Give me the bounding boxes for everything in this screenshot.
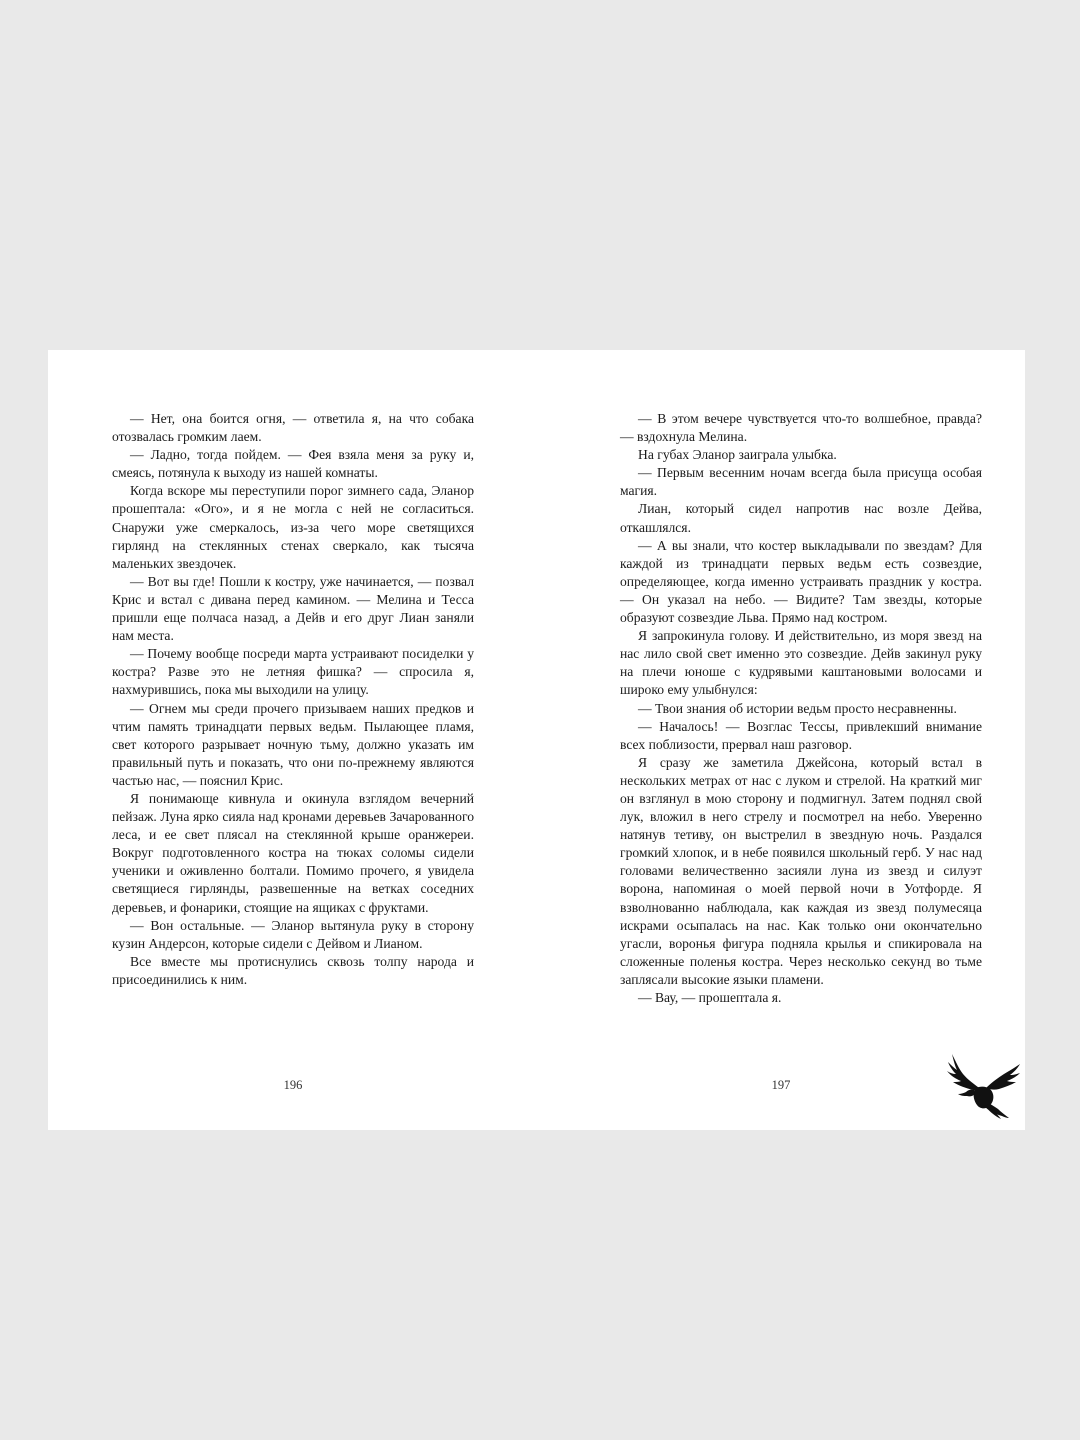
paragraph: — В этом вечере чувствуется что-то волшебное, правда? — вздохнула Мелина.	[620, 411, 982, 445]
paragraph: — Почему вообще посреди марта устраивают посиделки у костра? Разве это не летняя фишка? — спросила я, нахмурившись, пока мы выходили на улицу.	[112, 646, 474, 698]
paragraph: — Ладно, тогда пойдем. — Фея взяла меня за руку и, смеясь, потянула к выходу из нашей комнаты.	[112, 447, 474, 481]
paragraph: — А вы знали, что костер выкладывали по звездам? Для каждой из тринадцати первых ведьм есть созвездие, определяющее, когда именно устраивать праздник у костра. — Он указал на небо. — Видите? Там звезды, которые образуют созвездие Льва. Прямо над костром.	[620, 537, 982, 626]
paragraph: Я понимающе кивнула и окинула взглядом вечерний пейзаж. Луна ярко сияла над кронами деревьев Зачарованного леса, и ее свет плясал на стеклянной крыше оранжереи. Вокруг подготовленного костра на тюках соломы сидели ученики и оживленно болтали. Помимо прочего, я увидела светящиеся гирлянды, развешенные на ветках соседних деревьев, и фонарики, стоящие на ящиках с фруктами.	[112, 790, 474, 915]
paragraph: — Нет, она боится огня, — ответила я, на что собака отозвалась громким лаем.	[112, 411, 474, 445]
left-page	[112, 410, 474, 989]
book-spread	[48, 350, 1025, 1130]
paragraph: — Вон остальные. — Эланор вытянула руку в сторону кузин Андерсон, которые сидели с Дейвом и Лианом.	[112, 917, 474, 951]
paragraph: Когда вскоре мы переступили порог зимнего сада, Эланор прошептала: «Ого», и я не могла с ней не согласиться. Снаружи уже смеркалось, из-за чего море светящихся гирлянд на стеклянных стенах сверкало, как тысяча маленьких звездочек.	[112, 483, 474, 571]
page-number-right: 197	[771, 1078, 791, 1092]
paragraph: Все вместе мы протиснулись сквозь толпу народа и присоединились к ним.	[112, 953, 474, 987]
paragraph: — Вау, — прошептала я.	[638, 990, 782, 1005]
page-number-left: 196	[283, 1078, 303, 1092]
raven-icon	[946, 1052, 1022, 1120]
paragraph: Лиан, который сидел напротив нас возле Дейва, откашлялся.	[620, 501, 982, 535]
paragraph: — Твои знания об истории ведьм просто несравненны.	[638, 700, 957, 716]
paragraph: Я сразу же заметила Джейсона, который встал в нескольких метрах от нас с луком и стрелой. На краткий миг он взглянул в мою сторону и подмигнул. Затем поднял свой лук, вложил в него стрелу и посмотрел на небо. Уверенно натянув тетиву, он выстрелил в звездную ночь. Раздался громкий хлопок, и в небе появился школьный герб. У нас над головами величественно засияли луна из звезд и силуэт ворона, напоминая о моей первой ночи в Уотфорде. Я взволнованно наблюдала, как каждая из звезд полумесяца искрами осыпалась на нас. Как только они окончательно угасли, воронья фигура подняла крылья и спикировала на сложенные поленья костра. Через несколько секунд во тьме заплясали высокие языки пламени.	[620, 754, 982, 987]
paragraph: — Первым весенним ночам всегда была присуща особая магия.	[620, 465, 982, 499]
right-page	[620, 410, 982, 1007]
paragraph: Я запрокинула голову. И действительно, из моря звезд на нас лило свой свет именно это созвездие. Дейв закинул руку на плечи юноше с кудрявыми каштановыми волосами и широко ему улыбнулся:	[620, 628, 982, 698]
paragraph: — Началось! — Возглас Тессы, привлекший внимание всех поблизости, прервал наш разговор.	[620, 718, 982, 752]
paragraph: — Огнем мы среди прочего призываем наших предков и чтим память тринадцати первых ведьм. Пылающее пламя, свет которого разрывает ночную тьму, должно указать им правильный путь и показать, что они по-прежнему являются частью нас, — пояснил Крис.	[112, 700, 474, 788]
paragraph: На губах Эланор заиграла улыбка.	[638, 447, 837, 463]
paragraph: — Вот вы где! Пошли к костру, уже начинается, — позвал Крис и встал с дивана перед камином. — Мелина и Тесса пришли еще полчаса назад, а Дейв и его друг Лиан заняли нам места.	[112, 573, 474, 644]
